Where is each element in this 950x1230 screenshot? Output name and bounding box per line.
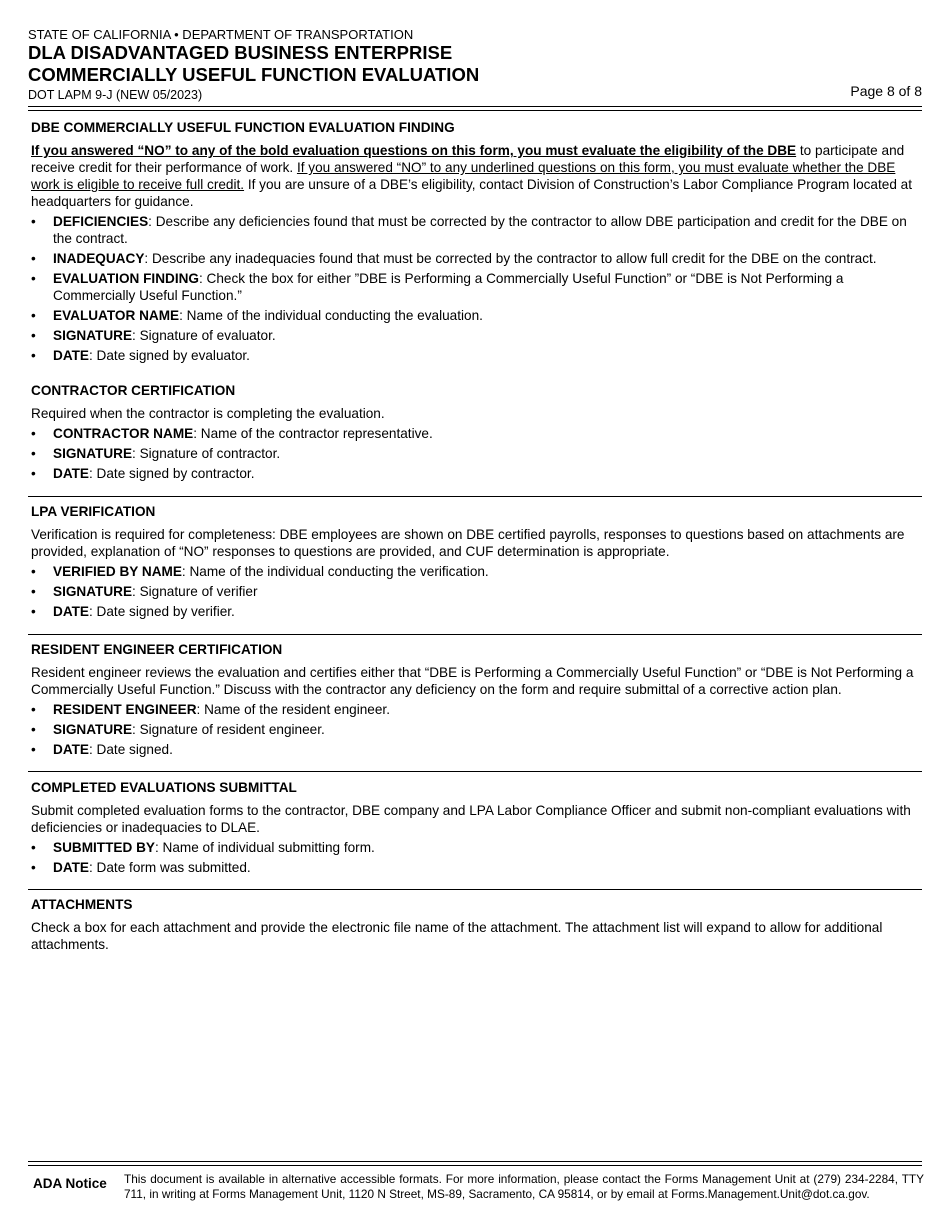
form-header xyxy=(28,27,922,103)
list-item: • DATE: Date signed. xyxy=(31,742,173,757)
section-lpa-verification xyxy=(31,503,919,623)
agency-line: STATE OF CALIFORNIA • DEPARTMENT OF TRANSPORTATION xyxy=(28,27,414,42)
section-intro: Verification is required for completeness: DBE employees are shown on DBE certified payrolls, responses to questions based on attachments are provided, explanation of “NO” responses to questions are provided, and CUF determination is appropriate. xyxy=(31,527,905,559)
section-resident-engineer xyxy=(31,641,919,761)
section-intro: Resident engineer reviews the evaluation and certifies either that “DBE is Performing a Commercially Useful Function” or “DBE is Not Performing a Commercially Useful Function.” Discuss with the contractor any deficiency on the form and require submittal of a corrective action plan. xyxy=(31,665,914,697)
section-attachments xyxy=(31,896,919,956)
section-intro: Check a box for each attachment and provide the electronic file name of the attachment. The attachment list will expand to allow for additional attachments. xyxy=(31,920,883,952)
section-heading: LPA VERIFICATION xyxy=(31,504,156,519)
list-item: • SIGNATURE: Signature of evaluator. xyxy=(31,328,276,343)
list-item: • VERIFIED BY NAME: Name of the individual conducting the verification. xyxy=(31,564,489,579)
list-item: • EVALUATION FINDING: Check the box for either ”DBE is Performing a Commercially Useful Function” or “DBE is Not Performing a Commercially Useful Function.” xyxy=(31,271,844,303)
list-item: • CONTRACTOR NAME: Name of the contractor representative. xyxy=(31,426,433,441)
lpa-list xyxy=(31,563,919,620)
section-heading: DBE COMMERCIALLY USEFUL FUNCTION EVALUATION FINDING xyxy=(31,120,455,135)
list-item: • EVALUATOR NAME: Name of the individual conducting the evaluation. xyxy=(31,308,483,323)
finding-list xyxy=(31,213,919,364)
contractor-list xyxy=(31,425,919,482)
section-heading: COMPLETED EVALUATIONS SUBMITTAL xyxy=(31,780,297,795)
section-intro: Required when the contractor is completing the evaluation. xyxy=(31,406,385,421)
section-intro: Submit completed evaluation forms to the contractor, DBE company and LPA Labor Compliance Officer and submit non-compliant evaluations with deficiencies or inadequacies to DLAE. xyxy=(31,803,911,835)
section-divider xyxy=(28,634,922,635)
list-item: • SIGNATURE: Signature of verifier xyxy=(31,584,258,599)
ada-notice-label: ADA Notice xyxy=(33,1176,107,1191)
header-divider xyxy=(28,106,922,111)
list-item: • DATE: Date form was submitted. xyxy=(31,860,251,875)
list-item: • DATE: Date signed by evaluator. xyxy=(31,348,250,363)
section-divider xyxy=(28,889,922,890)
page-number: Page 8 of 8 xyxy=(850,83,922,99)
list-item: • RESIDENT ENGINEER: Name of the resident engineer. xyxy=(31,702,390,717)
footer-divider xyxy=(28,1161,922,1166)
form-title-line-1: DLA DISADVANTAGED BUSINESS ENTERPRISE xyxy=(28,42,453,63)
section-finding xyxy=(31,119,919,367)
section-heading: RESIDENT ENGINEER CERTIFICATION xyxy=(31,642,283,657)
re-list xyxy=(31,701,919,758)
section-contractor-certification xyxy=(31,382,919,485)
section-heading: ATTACHMENTS xyxy=(31,897,133,912)
list-item: • SIGNATURE: Signature of contractor. xyxy=(31,446,281,461)
section-submittal xyxy=(31,779,919,879)
list-item: • SIGNATURE: Signature of resident engineer. xyxy=(31,722,325,737)
list-item: • DATE: Date signed by verifier. xyxy=(31,604,235,619)
section-heading: CONTRACTOR CERTIFICATION xyxy=(31,383,236,398)
list-item: • DATE: Date signed by contractor. xyxy=(31,466,255,481)
form-title-line-2: COMMERCIALLY USEFUL FUNCTION EVALUATION xyxy=(28,64,480,85)
section-divider xyxy=(28,771,922,772)
section-divider xyxy=(28,496,922,497)
list-item: • DEFICIENCIES: Describe any deficiencies found that must be corrected by the contractor to allow DBE participation and credit for the DBE on the contract. xyxy=(31,214,907,246)
finding-intro: If you answered “NO” to any of the bold evaluation questions on this form, you must evaluate the eligibility of the DBE to participate and receive credit for their performance of work. If you answered “NO” to any underlined questions on this form, you must evaluate whether the DBE work is eligible to receive full credit. If you are unsure of a DBE’s eligibility, contact Division of Construction’s Labor Compliance Program located at headquarters for guidance. xyxy=(31,143,912,209)
list-item: • INADEQUACY: Describe any inadequacies found that must be corrected by the contractor to allow full credit for the DBE on the contract. xyxy=(31,251,877,266)
form-number: DOT LAPM 9-J (NEW 05/2023) xyxy=(28,88,203,102)
submittal-list xyxy=(31,839,919,876)
ada-notice-text: This document is available in alternative accessible formats. For more information, please contact the Forms Management Unit at (279) 234-2284, TTY 711, in writing at Forms Management Unit, 1120 N Street, MS-89, Sacramento, CA 95814, or by email at Forms.Management.Unit@dot.ca.gov. xyxy=(124,1172,924,1201)
list-item: • SUBMITTED BY: Name of individual submitting form. xyxy=(31,840,375,855)
